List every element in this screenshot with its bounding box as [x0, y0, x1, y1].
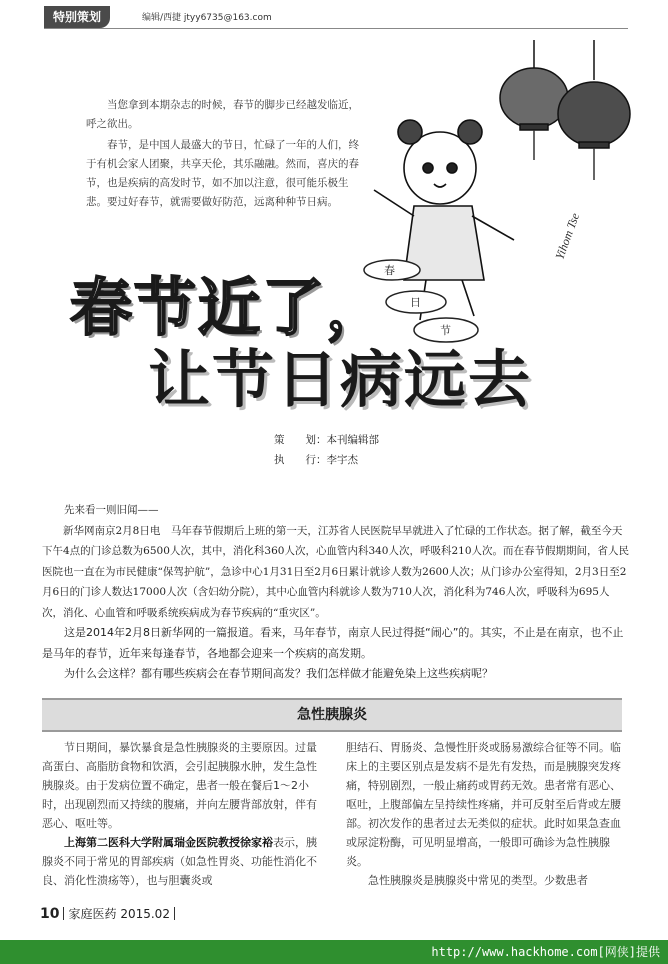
- watermark-bar[interactable]: http://www.hackhome.com[网侠]提供: [0, 940, 668, 964]
- footer-divider: [63, 907, 64, 920]
- credits: [274, 430, 379, 470]
- page-number: 10: [40, 906, 60, 922]
- credit-exec: 执 行：李宇杰: [274, 454, 358, 466]
- news-opener: 先来看一则旧闻——: [64, 504, 159, 516]
- expert-name: 上海第二医科大学附属瑞金医院教授徐家裕: [64, 836, 273, 849]
- article-text: 表示，胰腺炎不同于常见的胃部疾病（如急性胃炎、功能性消化不良、消化性溃疡等），也与胆囊炎或: [42, 836, 317, 887]
- issue-number: 2015.02: [120, 907, 170, 921]
- article-paragraph: 胆结石、胃肠炎、急慢性肝炎或肠易激综合征等不同。临床上的主要区别点是发病不是先有发热，而是胰腺突发疼痛，特别剧烈，一般止痛药或胃药无效。患者常有恶心、呕吐，上腹部偏左呈持续性疼痛，并可反射至后背或左腰部。初次发作的患者过去无类似的症状。此时如果急查血或尿淀粉酶，可见明显增高，一般即可确诊为急性胰腺炎。: [346, 741, 621, 868]
- intro-text: [86, 96, 368, 214]
- girl-figure: [374, 120, 514, 320]
- footer-divider: [174, 907, 175, 920]
- article-paragraph: [42, 833, 322, 890]
- header-divider: [44, 28, 628, 29]
- article-paragraph: 急性胰腺炎是胰腺炎中常见的类型。少数患者: [368, 874, 588, 887]
- lantern-icon: [500, 40, 568, 160]
- news-block: [42, 500, 630, 685]
- article-column-right: [346, 738, 626, 890]
- news-paragraph: 这是2014年2月8日新华网的一篇报道。看来，马年春节，南京人民过得挺“闹心”的。其实，不止是在南京，也不止是马年的春节，近年来每逢春节，各地都会迎来一个疾病的高发期。: [42, 626, 624, 660]
- tile-character: 节: [440, 324, 451, 337]
- tile-character: 日: [410, 296, 421, 309]
- lantern-icon: [558, 40, 630, 180]
- intro-paragraph: 当您拿到本期杂志的时候，春节的脚步已经越发临近，呼之欲出。: [86, 99, 359, 130]
- editor-line: 编辑/西捷 jtyy6735@163.com: [142, 13, 272, 23]
- artist-signature: Yihom Tse: [552, 211, 583, 262]
- credit-plan: 策 划：本刊编辑部: [274, 434, 379, 446]
- section-tab: 特别策划: [44, 6, 110, 28]
- title-line-1: 春节近了，: [70, 271, 391, 344]
- intro-paragraph: 春节，是中国人最盛大的节日，忙碌了一年的人们，终于有机会家人团聚，共享天伦，其乐融融。然而，喜庆的春节，也是疾病的高发时节，如不加以注意，很可能乐极生悲。要过好春节，就需要做好防范，远离种种节日病。: [86, 139, 359, 208]
- page-footer: [40, 905, 179, 922]
- tile-character: 春: [384, 264, 395, 277]
- title-line-2: 让节日病远去: [148, 343, 533, 416]
- news-paragraph: 为什么会这样？都有哪些疾病会在春节期间高发？我们怎样做才能避免染上这些疾病呢？: [64, 667, 493, 680]
- news-quote: 新华网南京2月8日电 马年春节假期后上班的第一天，江苏省人民医院早早就进入了忙碌的工作状态。据了解，截至今天下午4点的门诊总数为6500人次，其中，消化科360人次，心血管内科340人次，呼吸科210人次。而在春节假期期间，省人民医院也一直在为市民健康“保驾护航”，急诊中心1月31日至2月6日累计就诊人数为2600人次；从门诊办公室得知，2月3日至2月6日的门诊人数达17000人次（含妇幼分院），其中心血管内科就诊人数为710人次，消化科为746人次，呼吸科为695人次，消化、心血管和呼吸系统疾病成为春节疾病的“重灾区”。: [42, 524, 630, 619]
- article-column-left: [42, 738, 322, 890]
- article-paragraph: 节日期间，暴饮暴食是急性胰腺炎的主要原因。过量高蛋白、高脂肪食物和饮酒，会引起胰腺水肿，发生急性胰腺炎。由于发病位置不确定，患者一般在餐后1～2小时，出现剧烈而又持续的腹痛，并向左腰背部放射，伴有恶心、呕吐等。: [42, 741, 317, 830]
- magazine-name: 家庭医药: [68, 907, 117, 921]
- section-heading: 急性胰腺炎: [42, 698, 622, 732]
